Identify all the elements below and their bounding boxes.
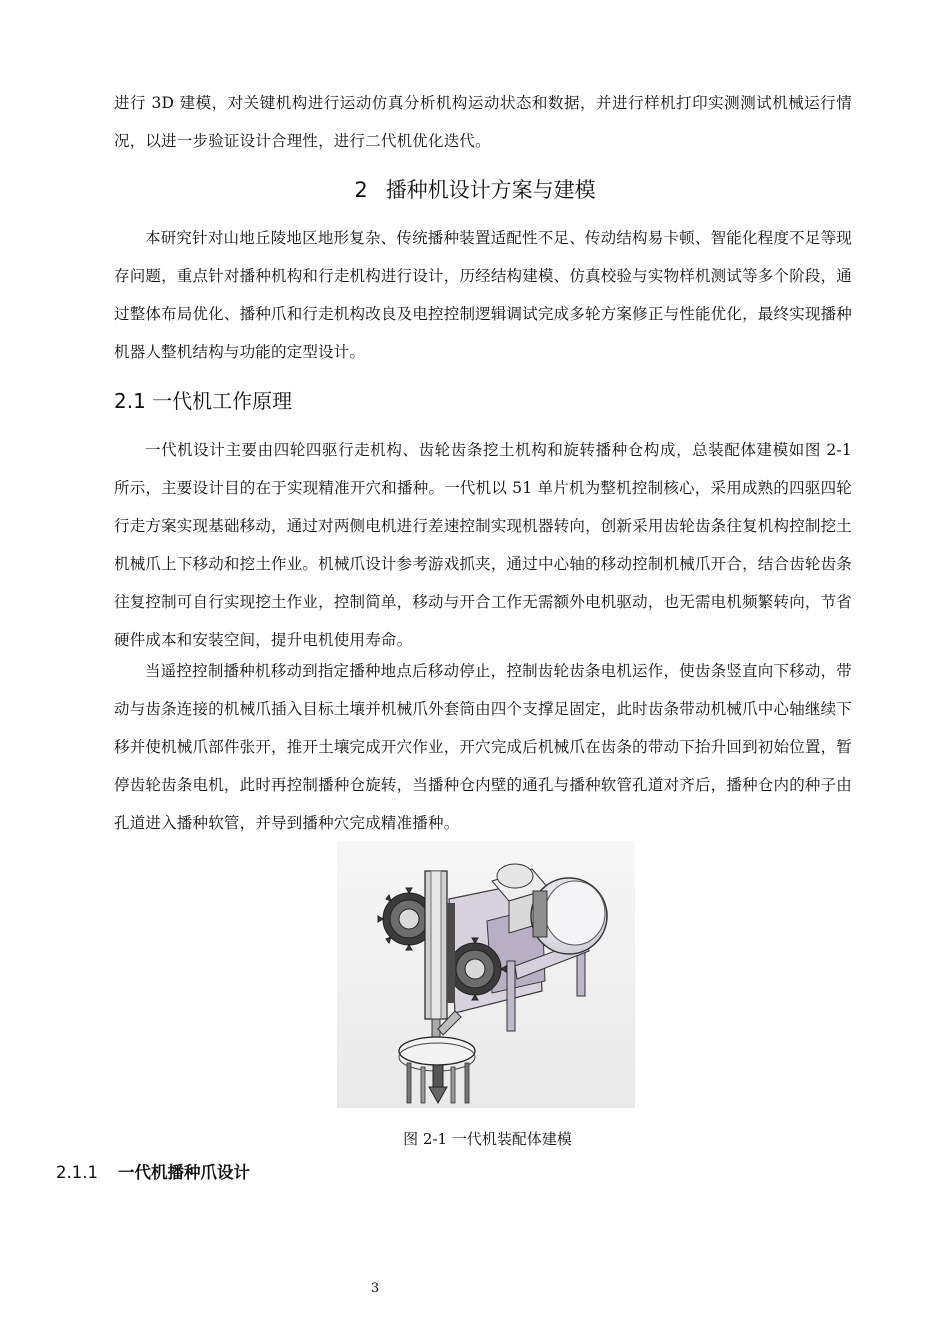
subsection-title: 一代机工作原理 [152,389,293,413]
section2-paragraph: 本研究针对山地丘陵地区地形复杂、传统播种装置适配性不足、传动结构易卡顿、智能化程度不足等现存问题，重点针对播种机构和行走机构进行设计，历经结构建模、仿真校验与实物样机测试等多个阶段，通过整体布局优化、播种爪和行走机构改良及电控控制逻辑调试完成多轮方案修正与性能优化，最终实现播种机器人整机结构与功能的定型设计。 [114,229,852,361]
assembly-model-figure [337,841,635,1108]
section-heading-2 [0,172,950,208]
seeder-assembly-illustration [337,841,635,1108]
subsection-number: 2.1 [114,389,146,413]
section2-1-paragraph-1: 一代机设计主要由四轮四驱行走机构、齿轮齿条挖土机构和旋转播种仓构成，总装配体建模如图 2-1 所示，主要设计目的在于实现精准开穴和播种。一代机以 51 单片机为整机控制核心，采用成熟的四驱四轮行走方案实现基础移动，通过对两侧电机进行差速控制实现机器转向，创新采用齿轮齿条往复机构控制挖土机械爪上下移动和挖土作业。机械爪设计参考游戏抓夹，通过中心轴的移动控制机械爪开合，结合齿轮齿条往复控制可自行实现挖土作业，控制简单，移动与开合工作无需额外电机驱动，也无需电机频繁转向，节省硬件成本和安装空间，提升电机使用寿命。 [114,441,852,649]
subsubsection-number: 2.1.1 [56,1163,98,1182]
figure-caption: 图 2-1 一代机装配体建模 [403,1130,572,1148]
page-number: 3 [370,1281,380,1296]
section-title: 播种机设计方案与建模 [385,178,596,202]
intro-paragraph: 进行 3D 建模，对关键机构进行运动仿真分析机构运动状态和数据，并进行样机打印实测测试机械运行情况，以进一步验证设计合理性，进行二代机优化迭代。 [114,94,852,150]
section-heading-2-1-1 [56,1158,250,1188]
section-number: 2 [354,178,368,202]
subsubsection-title: 一代机播种爪设计 [117,1163,250,1182]
section2-1-paragraph-2: 当遥控控制播种机移动到指定播种地点后移动停止，控制齿轮齿条电机运作，使齿条竖直向下移动，带动与齿条连接的机械爪插入目标土壤并机械爪外套筒由四个支撑足固定，此时齿条带动机械爪中心轴继续下移并使机械爪部件张开，推开土壤完成开穴作业，开穴完成后机械爪在齿条的带动下抬升回到初始位置，暂停齿轮齿条电机，此时再控制播种仓旋转，当播种仓内壁的通孔与播种软管孔道对齐后，播种仓内的种子由孔道进入播种软管，并导到播种穴完成精准播种。 [114,662,852,832]
section-heading-2-1 [114,384,292,418]
